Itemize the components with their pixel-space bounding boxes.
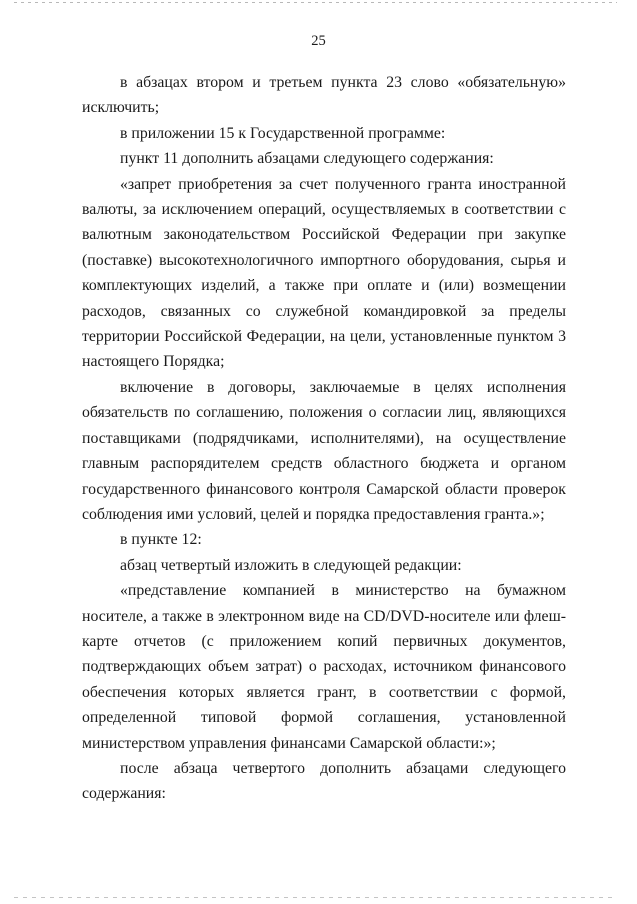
scan-edge-top — [14, 2, 617, 3]
paragraph: «представление компанией в министерство на бумажном носителе, а также в электронном виде на CD/DVD-носителе или флеш-карте отчетов (с приложением копий первичных документов, подтверждающих объем затрат) о расходах, источником финансового обеспечения которых является грант, в соответствии с формой, определенной типовой формой соглашения, установленной министерством управления финансами Самарской области:»; — [82, 582, 566, 752]
paragraph: пункт 11 дополнить абзацами следующего содержания: — [120, 150, 494, 168]
paragraph: абзац четвертый изложить в следующей редакции: — [120, 556, 462, 574]
paragraph: «запрет приобретения за счет полученного гранта иностранной валюты, за исключением операций, осуществляемых в соответствии с валютным законодательством Российской Федерации при закупке (поставке) высокотехнологичного импортного оборудования, сырья и комплектующих изделий, а также при оплате и (или) возмещении расходов, связанных со служебной командировкой за пределы территории Российской Федерации, на цели, установленные пунктом 3 настоящего Порядка; — [82, 175, 566, 371]
document-body — [82, 70, 566, 807]
paragraph: после абзаца четвертого дополнить абзацами следующего содержания: — [82, 759, 566, 803]
paragraph: в абзацах втором и третьем пункта 23 слово «обязательную» исключить; — [82, 74, 566, 117]
paragraph: в приложении 15 к Государственной программе: — [120, 124, 446, 142]
page-number: 25 — [311, 33, 326, 49]
paragraph: включение в договоры, заключаемые в целях исполнения обязательств по соглашению, положения о согласии лиц, являющихся поставщиками (подрядчиками, исполнителями), на осуществление главным распорядителем средств областного бюджета и органом государственного финансового контроля Самарской области проверок соблюдения ими условий, целей и порядка предоставления гранта.»; — [82, 378, 566, 523]
scan-edge-bottom — [14, 897, 617, 898]
paragraph: в пункте 12: — [120, 531, 202, 549]
